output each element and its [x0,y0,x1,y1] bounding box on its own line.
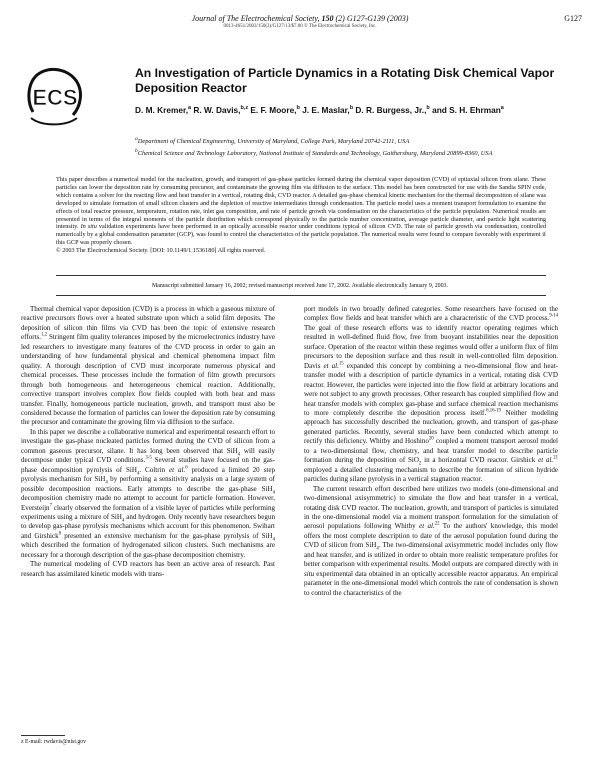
divider [56,275,546,276]
body-column-right: port models in two broadly defined categories. Some researchers have focused on the complex flow fields and heat transfer which are a characteristic of the CVD process.$^{9-14}$ The goal of these research efforts was to identify reactor operating regimes which resulted in well-defined fluid flow, free from buoyant instabilities near the deposition surface. Operation of the reactor within these regimes would offer a uniform flux of film precursors to the deposition surface and thus result in well-controlled film deposition. Davis et al.$^{15}$ expanded this concept by combining a two-dimensional flow and heat-transfer model with a description of particle dynamics in a vertical, rotating disk CVD reactor. However, the particles were injected into the flow field at arbitrary locations and were not subject to any growth processes. Other research has coupled simplified flow and heat transfer models with complex gas-phase and surface chemical reaction mechanisms to more completely describe the deposition process itself.$^{6,16-19}$ Neither modeling approach has successfully described the nucleation, growth, and transport of gas-phase generated particles. Recently, several studies have been conducted which attempt to rectify this deficiency. Whitby and Hoshino$^{20}$ coupled a moment transport aerosol model to a two-dimensional flow, chemistry, and heat transfer model to describe particle formation during the deposition of SiO$_2$ in a horizontal CVD reactor. Girshick et al.$^{21}$ employed a detailed clustering mechanism to describe the formation of silicon hydride particles during silane pyrolysis in a vertical stagnation reactor. The current research effort described here utilizes two models (one-dimensional and two-dimensional axisymmetric) to simulate the flow and heat transfer in a vertical, rotating disk CVD reactor. The nucleation, growth, and transport of particles is simulated in the one-dimensional model via a moment transport formulation for the simulation of aerosol populations following Whitby et al.$^{22}$ To the authors' knowledge, this model offers the most complete description to date of the aerosol population found during the CVD of silicon from SiH$_4$. The two-dimensional axisymmetric model includes only flow and heat transfer, and is utilized in order to obtain more realistic temperature profiles for better comparison with experimental results. Model outputs are compared directly with in situ experimental data obtained in an optically accessible reactor apparatus. An empirical parameter in the one-dimensional model which controls the rate of condensation is shown to control the characteristics of the [304,305,559,597]
manuscript-dates: Manuscript submitted January 16, 2002; revised manuscript received June 17, 2002. Available electronically January 9, 2003. [152,283,448,289]
paper-title: An Investigation of Particle Dynamics in a Rotating Disk Chemical Vapor Deposition Reactor [135,66,555,95]
affiliation-a: $^a$Department of Chemical Engineering, University of Maryland, College Park, Maryland 20742-2111, USA [135,136,410,146]
volume-number: 150 [321,14,334,23]
footnote-email: z E-mail: rwdavis@nist.gov [21,739,87,745]
abstract: This paper describes a numerical model for the nucleation, growth, and transport of gas-phase particles formed during the chemical vapor deposition (CVD) of epitaxial silicon from silane. These particles can lower the deposition rate by consuming precursor, and contaminate the growing film via diffusion to the surface. This model has been constructed for use with the Sandia SPIN code, which contains a solver for the reacting flow and heat transfer in a vertical, rotating disk, CVD reactor. A detailed gas-phase chemical kinetic mechanism for the thermal decomposition of silane was developed to simulate formation of small silicon clusters and the depletion of reactive intermediates through condensation. The particle model uses a moment transport formulation to examine the effects of total reactor pressure, temperature, rotation rate, inlet gas composition, and rate of particle growth via condensation on the characteristics of the particle population. Numerical results are presented in terms of the integral moments of the particle distribution which correspond physically to the particle number concentration, average particle diameter, and particle light scattering intensity. In situ validation experiments have been performed in an optically accessible reactor under conditions typical of silicon CVD. The rate of particle growth via condensation, controlled numerically by a global condensation parameter (GCP), was found to control the characteristics of the particle population. The numerical results were found to compare favorably with experiment if this GCP was properly chosen. © 2003 The Electrochemical Society. [DOI: 10.1149/1.1536180] All rights reserved. [56,176,546,255]
journal-citation: Journal of The Electrochemical Society, 150 (2) G127-G139 (2003) [191,14,409,23]
copyright-line: 0013-4651/2003/150(2)/G127/13/$7.00 © The Electrochemical Society, Inc. [223,24,377,29]
footnote-divider [21,735,65,736]
ecs-logo-text: ECS [32,85,78,110]
author-list: D. M. Kremer,$^a$ R. W. Davis,$^{b,z}$ E. F. Moore,$^b$ J. E. Maslar,$^b$ D. R. Burgess, Jr.,$^b$ and S. H. Ehrman$^a$ [135,104,504,115]
page-number: G127 [564,14,582,23]
abstract-copyright: © 2003 The Electrochemical Society. [DOI: 10.1149/1.1536180] All rights reserved. [56,247,266,255]
ecs-logo [27,66,83,126]
affiliations [135,135,575,158]
body-column-left: Thermal chemical vapor deposition (CVD) is a process in which a gaseous mixture of reactive precursors flows over a heated substrate upon which a solid film deposits. The deposition of silicon thin films via CVD has been the topic of extensive research efforts.$^{1,2}$ Stringent film quality tolerances imposed by the microelectronics industry have led researchers to investigate many features of the CVD process in order to gain an understanding of how fundamental physical and chemical phenomena impact film quality. A thorough description of CVD must incorporate numerous physical and chemical processes. These processes include the formation of film growth precursors through both homogeneous and heterogeneous chemical reaction. Additionally, convective transport involves complex flow fields coupled with both heat and mass transfer. Finally, homogeneous particle nucleation, growth, and transport must also be considered because the formation of particles can lower the deposition rate by consuming the precursor and contaminate the growing film via diffusion to the surface. In this paper we describe a collaborative numerical and experimental research effort to investigate the gas-phase nucleated particles formed during the CVD of silicon from a common gaseous precursor, silane. It has long been observed that SiH$_4$ will easily decompose under typical CVD conditions.$^{3-5}$ Several studies have focused on the gas-phase decomposition pyrolysis of SiH$_4$. Coltrin et al.$^6$ produced a limited 20 step pyrolysis mechanism for SiH$_4$ by performing a sensitivity analysis on a large system of possible decomposition reactions. Early attempts to describe the gas-phase SiH$_4$ decomposition chemistry made no attempt to account for particle formation. However, Eversteijn$^7$ clearly observed the formation of a visible layer of particles while performing experiments using a mixture of SiH$_4$ and hydrogen. Only recently have researchers begun to develop gas-phase pyrolysis mechanisms which account for this phenomenon. Swihart and Girshick$^8$ presented an extensive mechanism for the gas-phase pyrolysis of SiH$_4$ which described the formation of hydrogenated silicon clusters. Such mechanisms are necessary for a thorough description of the gas-phase decomposition chemistry. The numerical modeling of CVD reactors has been an active area of research. Past research has assimilated kinetic models with trans- [21,305,275,578]
affiliation-b: $^b$Chemical Science and Technology Laboratory, National Institute of Standards and Technology, Gaithersburg, Maryland 20899-8360, USA [135,147,493,157]
divider [56,295,546,296]
